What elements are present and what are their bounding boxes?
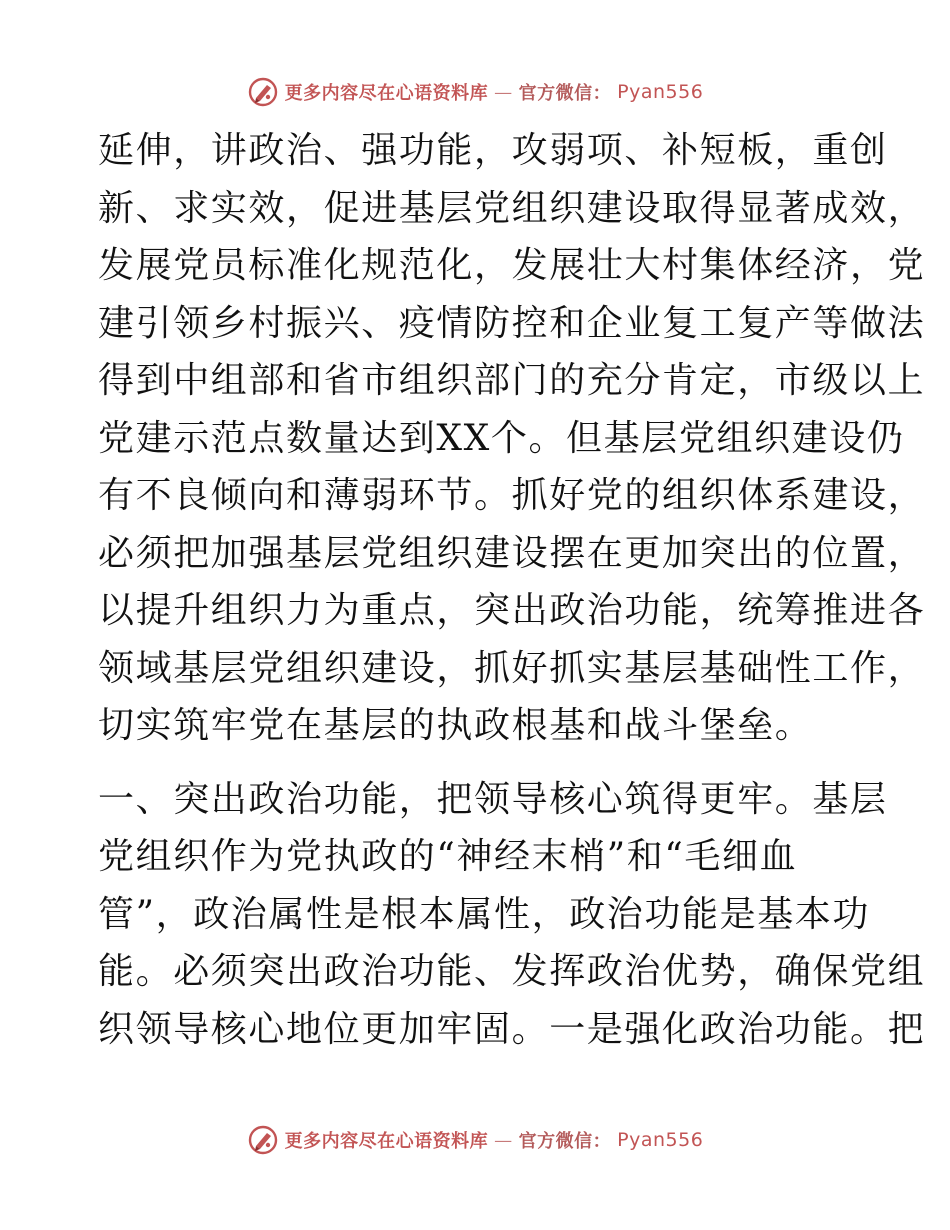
text-line: 切实筑牢党在基层的执政根基和战斗堡垒。 [98,705,813,746]
watermark-account-id: Pyan556 [617,1129,704,1151]
text-line: 必须把加强基层党组织建设摆在更加突出的位置， [98,532,926,574]
watermark-account-label: 官方微信： [518,83,612,104]
text-line: 以提升组织力为重点，突出政治功能，统筹推进各 [98,590,926,631]
watermark-separator: — [494,81,513,103]
watermark-main-text: 更多内容尽在心语资料库 [284,1131,489,1152]
text-line: 党组织作为党执政的“神经末梢”和“毛细血 [98,836,798,877]
pen-seal-icon [247,1124,279,1156]
section-heading-line: 一、突出政治功能，把领导核心筑得更牢。基层 [98,778,888,820]
paragraph-2 [98,771,926,1059]
footer-watermark [0,1120,950,1160]
watermark-separator: — [494,1129,513,1151]
document-body [98,122,926,1058]
text-line: 发展党员标准化规范化，发展壮大村集体经济，党 [98,245,926,286]
pen-seal-icon [247,76,279,108]
paragraph-gap [98,755,858,771]
text-line: 建引领乡村振兴、疫情防控和企业复工复产等做法 [98,302,926,344]
watermark-account-label: 官方微信： [518,1131,612,1152]
text-line: 得到中组部和省市组织部门的充分肯定，市级以上 [98,360,926,401]
text-line: 能。必须突出政治功能、发挥政治优势，确保党组 [98,951,926,992]
text-line: 有不良倾向和薄弱环节。抓好党的组织体系建设， [98,475,926,516]
text-line: 延伸，讲政治、强功能，攻弱项、补短板，重创 [98,130,888,171]
text-line: 织领导核心地位更加牢固。一是强化政治功能。把 [98,1008,926,1050]
paragraph-1 [98,122,926,755]
text-line: 新、求实效，促进基层党组织建设取得显著成效， [98,187,926,229]
watermark-main-text: 更多内容尽在心语资料库 [284,83,489,104]
header-watermark [0,72,950,112]
text-line: 党建示范点数量达到XX个。但基层党组织建设仍 [98,417,905,459]
text-line: 管”，政治属性是根本属性，政治功能是基本功 [98,893,871,935]
watermark-account-id: Pyan556 [617,81,704,103]
text-line: 领域基层党组织建设，抓好抓实基层基础性工作， [98,647,926,689]
